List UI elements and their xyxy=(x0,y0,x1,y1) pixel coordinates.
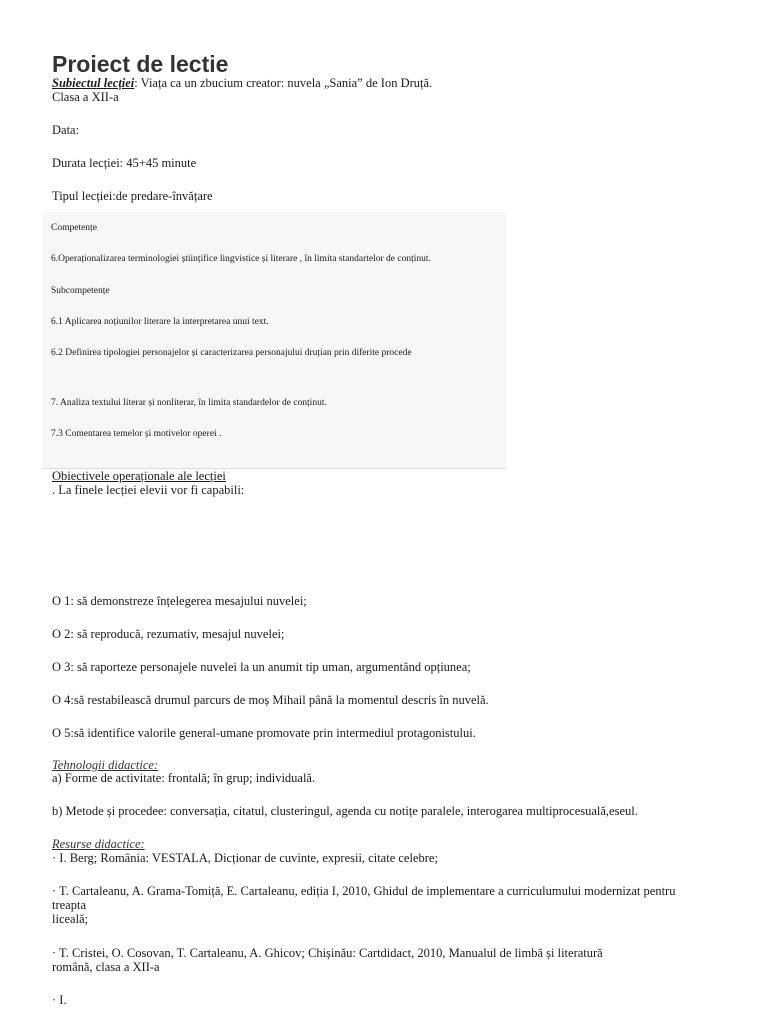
lesson-subject xyxy=(52,77,432,90)
resource-4: · I. xyxy=(52,993,67,1007)
objective-5: O 5:să identifice valorile general-umane promovate prin intermediul protagonistului. xyxy=(52,726,476,740)
technologies-forms: a) Forme de activitate: frontală; în grup; individuală. xyxy=(52,771,316,785)
technologies-methods: b) Metode și procedee: conversația, citatul, clusteringul, agenda cu notițe paralele, interogarea multiprocesuală,eseul. xyxy=(52,804,638,818)
resource-3-line-2: română, clasa a XII-a xyxy=(52,960,160,974)
resources-heading: Resurse didactice: xyxy=(52,837,145,851)
objectives-intro: . La finele lecției elevii vor fi capabili: xyxy=(52,483,245,497)
subcompetences-heading: Subcompetențe xyxy=(51,286,110,296)
resource-2-line-2: treapta xyxy=(52,898,87,912)
resource-1: · I. Berg; România: VESTALA, Dicționar de cuvinte, expresii, citate celebre; xyxy=(52,851,438,865)
competences-box xyxy=(42,212,506,469)
technologies-heading: Tehnologii didactice: xyxy=(52,758,159,772)
date-line: Data: xyxy=(52,123,80,137)
subcompetence-7-3: 7.3 Comentarea temelor și motivelor operei . xyxy=(51,429,222,439)
subcompetence-6-2: 6.2 Definirea tipologiei personajelor și caracterizarea personajului druțian prin diferite procede xyxy=(51,348,412,358)
objective-1: O 1: să demonstreze înțelegerea mesajului nuvelei; xyxy=(52,594,307,608)
competence-7: 7. Analiza textului literar și nonliterar, în limita standardelor de conținut. xyxy=(51,398,327,408)
resource-3-line-1: · T. Cristei, O. Cosovan, T. Cartaleanu, A. Ghicov; Chișinău: Cartdidact, 2010, Manualul de limbă și literatură xyxy=(52,946,603,960)
competences-heading: Competențe xyxy=(51,223,97,233)
objective-3: O 3: să raporteze personajele nuvelei la un anumit tip uman, argumentând opțiunea; xyxy=(52,660,471,674)
objective-4: O 4:să restabilească drumul parcurs de moș Mihail până la momentul descris în nuvelă. xyxy=(52,693,489,707)
class-line: Clasa a XII-a xyxy=(52,90,119,104)
lesson-type-line: Tipul lecției:de predare-învățare xyxy=(52,189,213,203)
subject-text: : Viața ca un zbucium creator: nuvela „Sania” de Ion Druță. xyxy=(134,76,433,90)
subject-label: Subiectul lecției xyxy=(52,76,135,90)
competence-6: 6.Operaționalizarea terminologiei științifice lingvistice și literare , în limita standartelor de conținut. xyxy=(51,254,431,264)
subcompetence-6-1: 6.1 Aplicarea noțiunilor literare la interpretarea unui text. xyxy=(51,317,269,327)
duration-line: Durata lecției: 45+45 minute xyxy=(52,156,197,170)
page-title: Proiect de lectie xyxy=(52,51,229,77)
resource-2-line-3: liceală; xyxy=(52,912,89,926)
resource-2-line-1: · T. Cartaleanu, A. Grama-Tomiță, E. Cartaleanu, ediția I, 2010, Ghidul de implementare a curriculumului modernizat pentru xyxy=(52,884,676,898)
objective-2: O 2: să reproducă, rezumativ, mesajul nuvelei; xyxy=(52,627,285,641)
objectives-heading: Obiectivele operaționale ale lecției xyxy=(52,469,226,483)
